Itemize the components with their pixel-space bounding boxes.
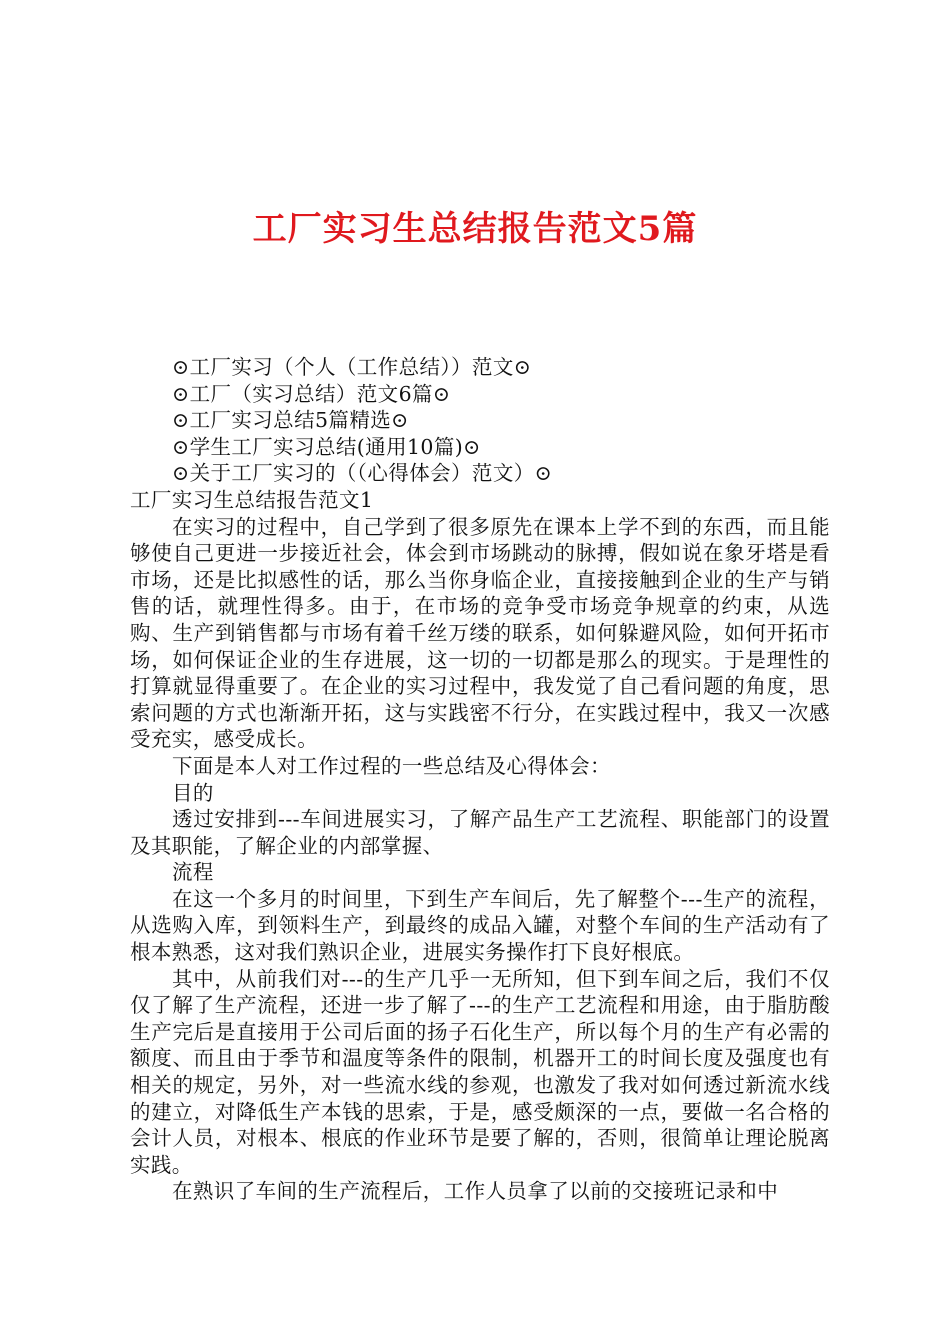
- heading-purpose: 目的: [172, 780, 214, 805]
- document-title: 工厂实习生总结报告范文5篇: [252, 209, 698, 249]
- related-link-1[interactable]: ⊙工厂实习（个人（工作总结））范文⊙: [172, 355, 532, 379]
- related-link-5[interactable]: ⊙关于工厂实习的（（心得体会）范文）⊙: [172, 461, 553, 486]
- document-body: [130, 354, 830, 1205]
- paragraph-6: 在熟识了车间的生产流程后，工作人员拿了以前的交接班记录和中: [172, 1179, 779, 1204]
- related-link-3[interactable]: ⊙工厂实习总结5篇精选⊙: [172, 408, 409, 433]
- section-title: 工厂实习生总结报告范文1: [130, 487, 374, 512]
- paragraph-5: 其中，从前我们对---的生产几乎一无所知，但下到车间之后，我们不仅仅了解了生产流程，还进一步了解了---的生产工艺流程和用途，由于脂肪酸生产完后是直接用于公司后面的扬子石化生产，所以每个月的生产有必需的额度、而且由于季节和温度等条件的限制，机器开工的时间长度及强度也有相关的规定，另外，对一些流水线的参观，也激发了我对如何透过新流水线的建立，对降低生产本钱的思索，于是，感受颇深的一点，要做一名合格的会计人员，对根本、根底的作业环节是要了解的，否则，很简单让理论脱离实践。: [130, 966, 830, 1177]
- paragraph-4: 在这一个多月的时间里，下到生产车间后，先了解整个---生产的流程，从选购入库，到领料生产，到最终的成品入罐，对整个车间的生产活动有了根本熟悉，这对我们熟识企业，进展实务操作打下良好根底。: [130, 886, 830, 965]
- paragraph-2: 下面是本人对工作过程的一些总结及心得体会：: [172, 753, 611, 778]
- paragraph-1: 在实习的过程中，自己学到了很多原先在课本上学不到的东西，而且能够使自己更进一步接近社会，体会到市场跳动的脉搏，假如说在象牙塔是看市场，还是比拟感性的话，那么当你身临企业，直接接触到企业的生产与销售的话，就理性得多。由于，在市场的竞争受市场竞争规章的约束，从选购、生产到销售都与市场有着千丝万缕的联系，如何躲避风险，如何开拓市场，如何保证企业的生存进展，这一切的一切都是那么的现实。于是理性的打算就显得重要了。在企业的实习过程中，我发觉了自己看问题的角度，思索问题的方式也渐渐开拓，这与实践密不行分，在实践过程中，我又一次感受充实，感受成长。: [130, 514, 830, 752]
- heading-process: 流程: [172, 860, 214, 885]
- related-link-4[interactable]: ⊙学生工厂实习总结(通用10篇)⊙: [172, 434, 481, 459]
- paragraph-3: 透过安排到---车间进展实习，了解产品生产工艺流程、职能部门的设置及其职能，了解企业的内部掌握、: [130, 807, 830, 858]
- related-link-2[interactable]: ⊙工厂（实习总结）范文6篇⊙: [172, 381, 451, 406]
